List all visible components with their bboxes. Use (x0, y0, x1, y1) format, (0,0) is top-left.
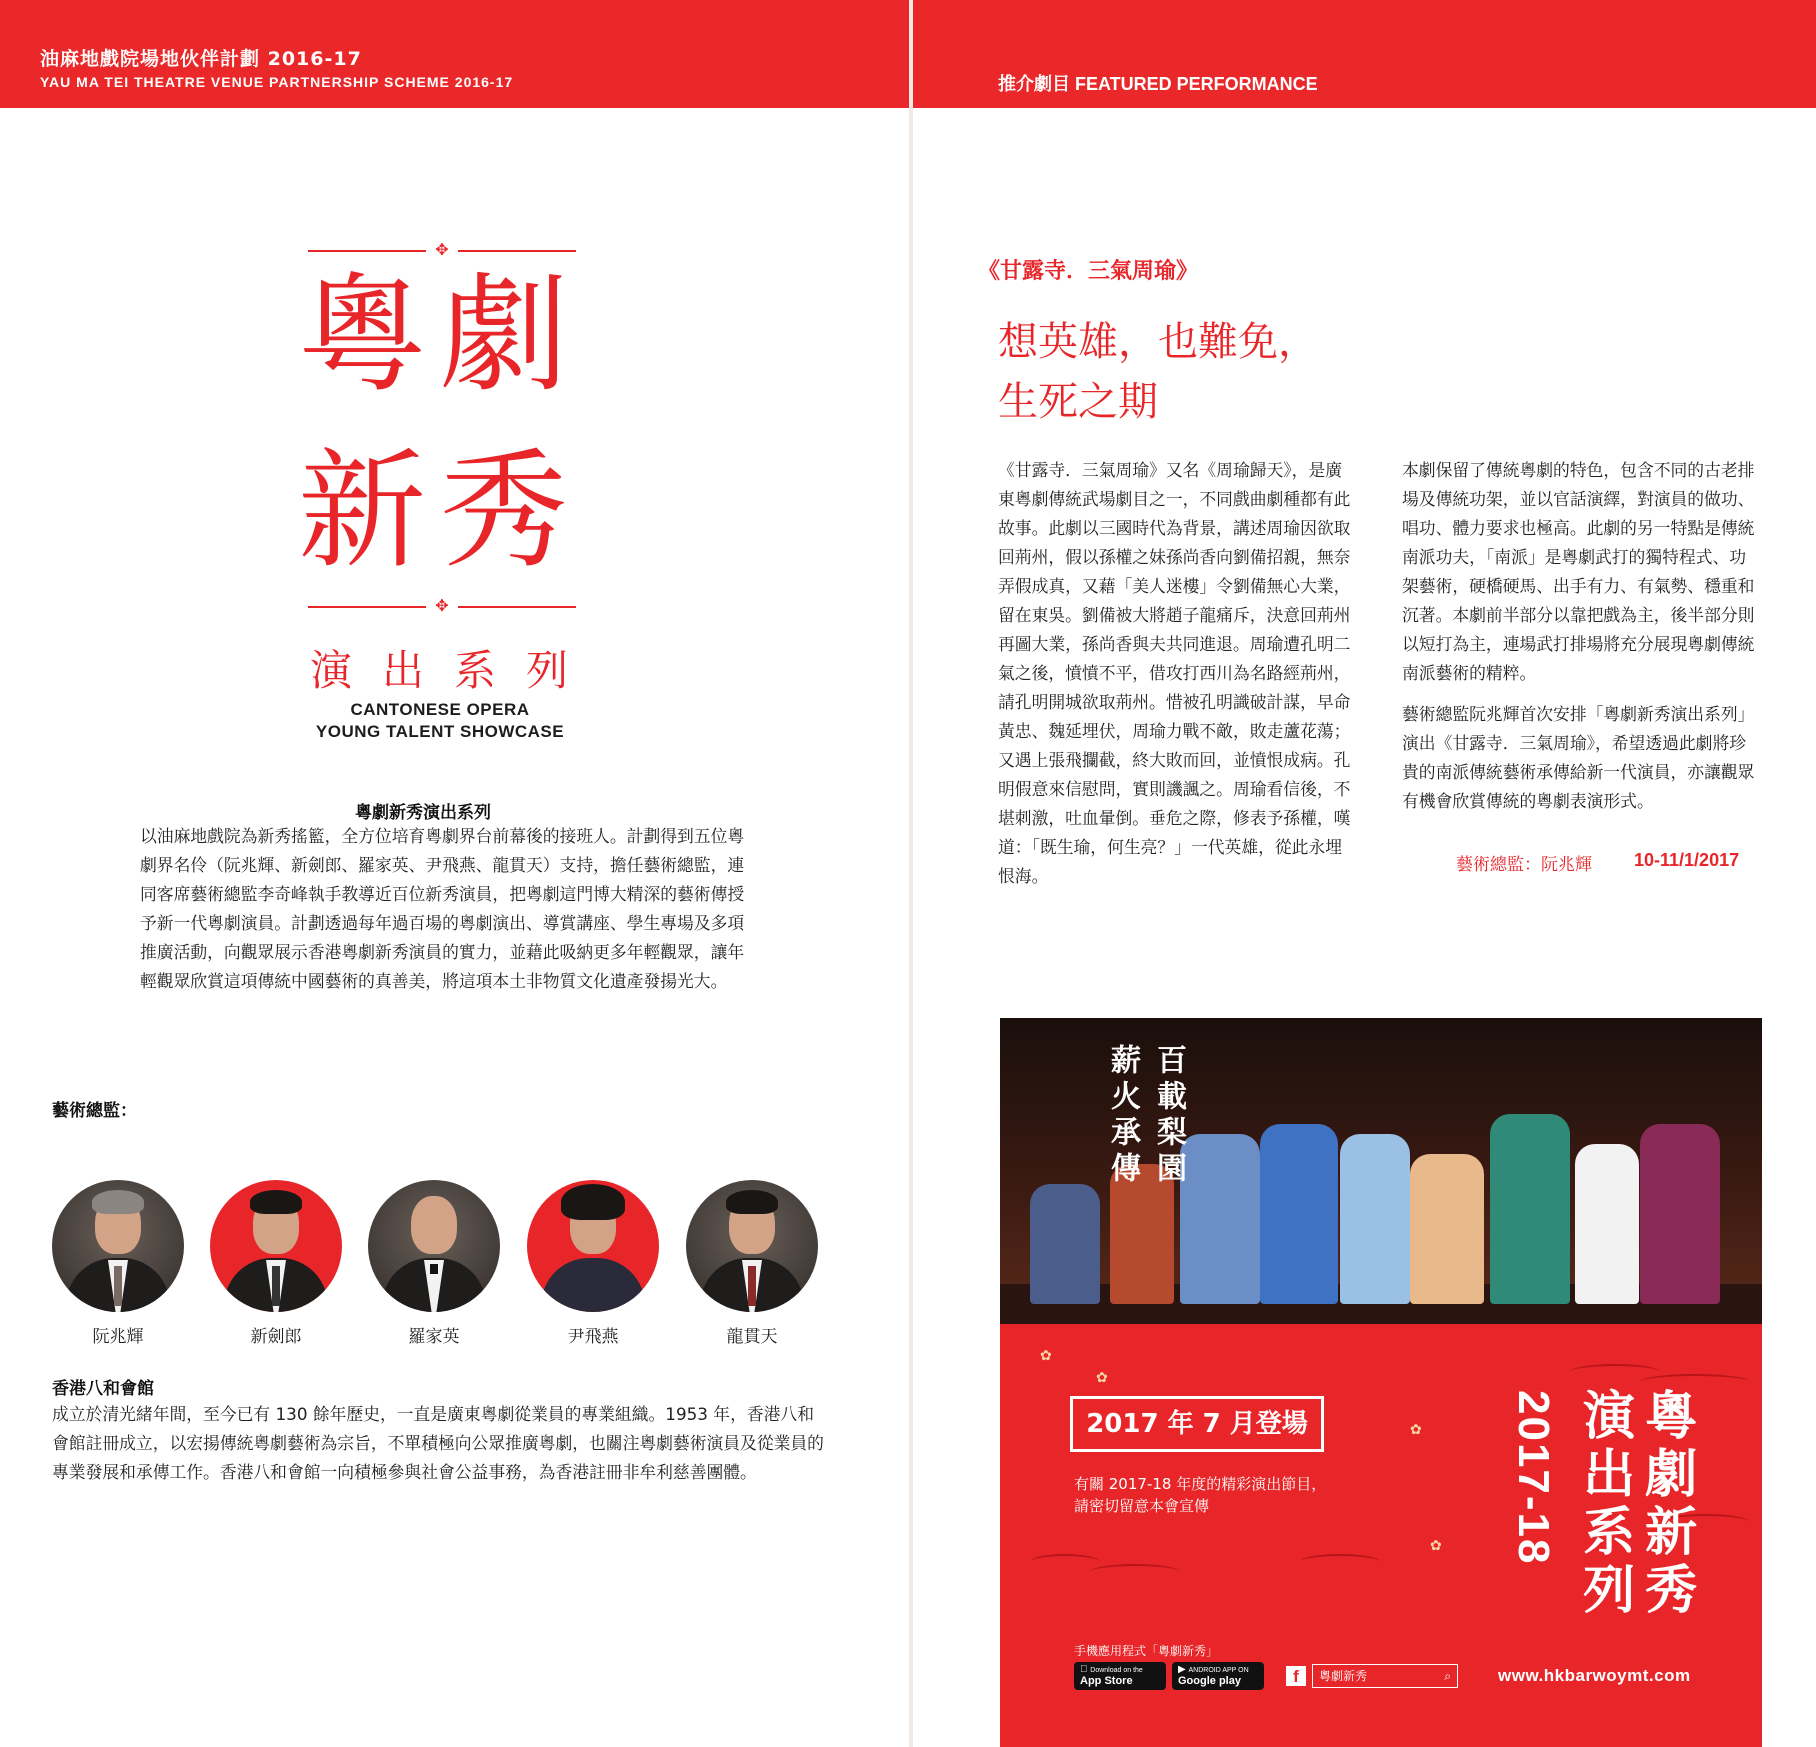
director-name: 新劍郎 (250, 1327, 302, 1347)
logo-en-line-1: CANTONESE OPERA (350, 700, 530, 719)
google-play-button[interactable]: ▶ ANDROID APP ON Google play (1172, 1662, 1264, 1690)
director-name: 阮兆輝 (92, 1327, 144, 1347)
promo-advert (1000, 1018, 1762, 1747)
facebook-icon[interactable]: f (1286, 1666, 1306, 1686)
association-heading: 香港八和會館 (52, 1379, 154, 1399)
featured-performance-header: 推介劇目 FEATURED PERFORMANCE (998, 74, 1318, 94)
directors-heading: 藝術總監： (52, 1101, 137, 1121)
ad-vertical-line-2: 薪火承傳 (1105, 1044, 1140, 1188)
avatar (210, 1180, 342, 1312)
director-name: 龍貫天 (726, 1327, 778, 1347)
avatar (686, 1180, 818, 1312)
logo-char-3: 新 (298, 437, 427, 586)
website-url[interactable]: www.hkbarwoymt.com (1498, 1666, 1691, 1685)
ad-note-line-2: 請密切留意本會宣傳 (1074, 1497, 1210, 1515)
ad-year: 2017-18 (1509, 1390, 1558, 1566)
featured-title: 《甘露寺．三氣周瑜》 (978, 259, 1199, 284)
flower-icon: ✿ (1040, 1348, 1052, 1364)
scheme-title-en: YAU MA TEI THEATRE VENUE PARTNERSHIP SCHEME 2016-17 (40, 74, 514, 90)
logo-char-2: 劇 (440, 261, 569, 410)
featured-director-credit: 藝術總監：阮兆輝 (1456, 855, 1592, 875)
logo-bottom-rule-left (308, 606, 426, 608)
ad-note-line-1: 有關 2017-18 年度的精彩演出節目， (1074, 1475, 1327, 1493)
logo-char-1: 粵 (298, 261, 427, 410)
featured-column-1: 《甘露寺．三氣周瑜》又名《周瑜歸天》，是廣東粵劇傳統武場劇目之一，不同戲曲劇種都有此故事。此劇以三國時代為背景，講述周瑜因欲取回荊州，假以孫權之妹孫尚香向劉備招親，無奈弄假成真，又藉「美人迷樓」令劉備無心大業，留在東吳。劉備被大將趙子龍痛斥，決意回荊州再圖大業，孫尚香與夫共同進退。周瑜遭孔明二氣之後，憤憤不平，借攻打西川為名路經荊州，請孔明開城欲取荊州。惜被孔明識破計謀，早命黃忠、魏延埋伏，周瑜力戰不敵，敗走蘆花蕩；又遇上張飛攔截，終大敗而回，並憤恨成病。孔明假意來信慰問，實則譏諷之。周瑜看信後，不堪刺激，吐血暈倒。垂危之際，修表予孫權，嘆道：「既生瑜，何生亮？」一代英雄，從此永埋恨海。 (998, 460, 1351, 886)
app-label: 手機應用程式「粵劇新秀」 (1074, 1644, 1219, 1658)
knot-ornament-icon: ✥ (435, 240, 449, 259)
ad-title-col-2: 演出系列 (1573, 1388, 1634, 1620)
director-name: 羅家英 (408, 1327, 460, 1347)
ad-title-col-1: 粵劇新秀 (1635, 1388, 1696, 1620)
search-icon: ⌕ (1444, 1669, 1451, 1683)
featured-tagline-1: 想英雄，也難免， (998, 319, 1318, 365)
featured-column-2b: 藝術總監阮兆輝首次安排「粵劇新秀演出系列」演出《甘露寺．三氣周瑜》，希望透過此劇將珍貴的南派傳統藝術承傳給新一代演員，亦讓觀眾有機會欣賞傳統的粵劇表演形式。 (1402, 704, 1755, 811)
knot-ornament-icon: ✥ (435, 596, 449, 615)
launch-date-box: 2017 年 7 月登場 (1070, 1396, 1324, 1452)
page-fold (909, 0, 913, 1747)
logo-series-text: 演出系列 (310, 646, 599, 695)
scheme-title-cn: 油麻地戲院場地伙伴計劃 2016-17 (40, 48, 362, 70)
logo-en-line-2: YOUNG TALENT SHOWCASE (315, 722, 565, 741)
association-paragraph: 成立於清光緒年間，至今已有 130 餘年歷史，一直是廣東粵劇從業員的專業組織。1953 年，香港八和會館註冊成立，以宏揚傳統粵劇藝術為宗旨，不單積極向公眾推廣粵劇，也關注粵劇藝術演員及從業員的專業發展和承傳工作。香港八和會館一向積極參與社會公益事務，為香港註冊非牟利慈善團體。 (52, 1404, 824, 1482)
facebook-search-box[interactable]: 粵劇新秀 ⌕ (1312, 1664, 1458, 1688)
logo-bottom-rule-right (458, 606, 576, 608)
app-store-button[interactable]: Download on the App Store (1074, 1662, 1166, 1690)
featured-dates: 10-11/1/2017 (1634, 850, 1740, 870)
logo-top-rule-right (458, 250, 576, 252)
avatar (368, 1180, 500, 1312)
flower-icon: ✿ (1096, 1370, 1108, 1386)
play-icon: ▶ (1178, 1664, 1186, 1675)
featured-column-2a: 本劇保留了傳統粵劇的特色，包含不同的古老排場及傳統功架，並以官話演繹，對演員的做功、唱功、體力要求也極高。此劇的另一特點是傳統南派功夫，「南派」是粵劇武打的獨特程式、功架藝術，硬橋硬馬、出手有力、有氣勢、穩重和沉著。本劇前半部分以靠把戲為主，後半部分則以短打為主，連場武打排場將充分展現粵劇傳統南派藝術的精粹。 (1402, 460, 1755, 683)
intro-paragraph: 以油麻地戲院為新秀搖籃，全方位培育粵劇界台前幕後的接班人。計劃得到五位粵劇界名伶（阮兆輝、新劍郎、羅家英、尹飛燕、龍貫天）支持，擔任藝術總監，連同客席藝術總監李奇峰執手教導近百位新秀演員，把粵劇這門博大精深的藝術傳授予新一代粵劇演員。計劃透過每年過百場的粵劇演出、導賞講座、學生專場及多項推廣活動，向觀眾展示香港粵劇新秀演員的實力，並藉此吸納更多年輕觀眾，讓年輕觀眾欣賞這項傳統中國藝術的真善美，將這項本土非物質文化遺產發揚光大。 (140, 826, 745, 991)
ad-vertical-line-1: 百載梨園 (1151, 1044, 1186, 1188)
flower-icon: ✿ (1410, 1422, 1422, 1438)
intro-heading: 粵劇新秀演出系列 (355, 803, 491, 823)
logo-top-rule-left (308, 250, 426, 252)
avatar (52, 1180, 184, 1312)
avatar (527, 1180, 659, 1312)
flower-icon: ✿ (1430, 1538, 1442, 1554)
logo-char-4: 秀 (440, 437, 569, 586)
apple-icon (1080, 1664, 1088, 1675)
featured-tagline-2: 生死之期 (998, 379, 1158, 425)
director-name: 尹飛燕 (567, 1327, 619, 1347)
